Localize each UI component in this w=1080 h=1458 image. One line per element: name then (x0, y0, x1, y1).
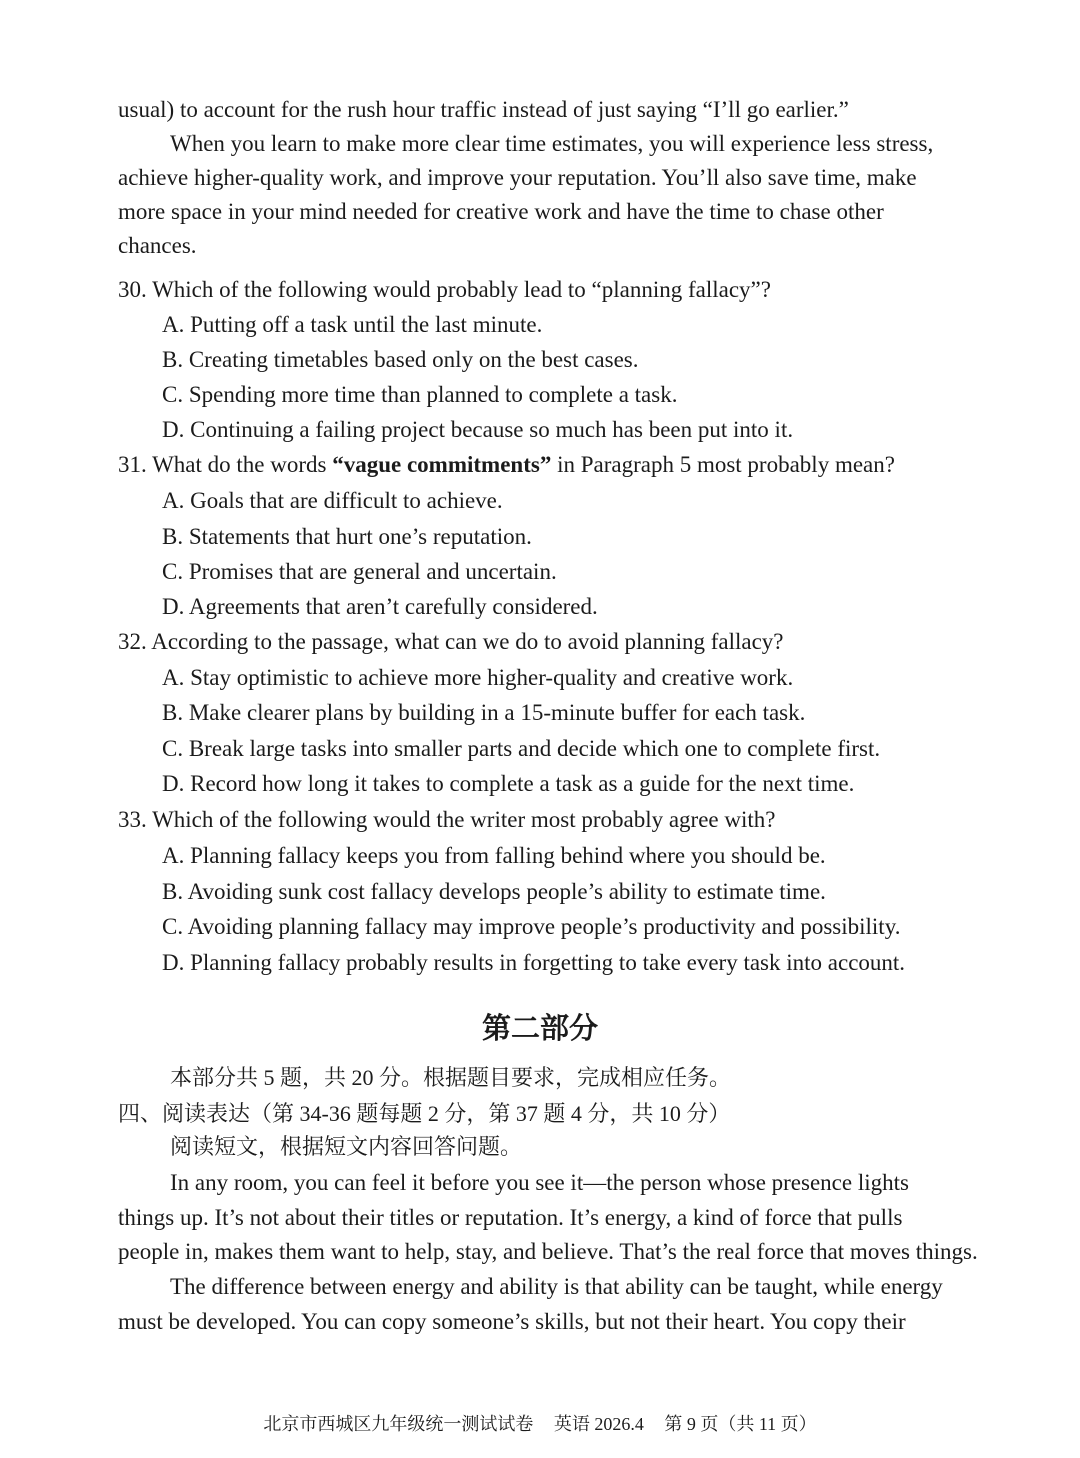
question-31-option-c: C. Promises that are general and uncertain. (162, 559, 557, 584)
question-33-option-d: D. Planning fallacy probably results in forgetting to take every task into account. (162, 950, 906, 975)
passage-line: people in, makes them want to help, stay, and believe. That’s the real force that moves things. (118, 1239, 978, 1264)
question-31-option-a: A. Goals that are difficult to achieve. (162, 488, 503, 513)
footer-page-number: 第 9 页（共 11 页） (664, 1414, 817, 1434)
question-33-option-a: A. Planning fallacy keeps you from falling behind where you should be. (162, 843, 826, 868)
section-instruction: 阅读短文，根据短文内容回答问题。 (170, 1134, 523, 1159)
passage-line: In any room, you can feel it before you see it—the person whose presence lights (170, 1170, 909, 1195)
question-30-option-b: B. Creating timetables based only on the best cases. (162, 347, 639, 372)
passage-line: chances. (118, 233, 197, 258)
question-31-stem (118, 451, 895, 479)
stem-text: 31. What do the words (118, 452, 333, 477)
question-32-option-c: C. Break large tasks into smaller parts and decide which one to complete first. (162, 736, 881, 761)
question-31-option-d: D. Agreements that aren’t carefully considered. (162, 594, 598, 619)
question-32-option-b: B. Make clearer plans by building in a 15-minute buffer for each task. (162, 700, 806, 725)
question-30-option-a: A. Putting off a task until the last minute. (162, 312, 543, 337)
section-intro: 本部分共 5 题，共 20 分。根据题目要求，完成相应任务。 (170, 1065, 732, 1090)
question-31-option-b: B. Statements that hurt one’s reputation. (162, 524, 532, 549)
footer-subject: 英语 2026.4 (553, 1414, 644, 1434)
section-title: 第二部分 (481, 1011, 598, 1045)
question-30-option-d: D. Continuing a failing project because so much has been put into it. (162, 417, 794, 442)
question-32-stem: 32. According to the passage, what can we do to avoid planning fallacy? (118, 629, 784, 654)
question-30-stem: 30. Which of the following would probably lead to “planning fallacy”? (118, 277, 771, 302)
question-32-option-d: D. Record how long it takes to complete a task as a guide for the next time. (162, 771, 855, 796)
passage-line: things up. It’s not about their titles or reputation. It’s energy, a kind of force that pulls (118, 1205, 903, 1230)
passage-line: The difference between energy and ability is that ability can be taught, while energy (170, 1274, 943, 1299)
stem-text: in Paragraph 5 most probably mean? (551, 452, 895, 477)
question-33-option-b: B. Avoiding sunk cost fallacy develops people’s ability to estimate time. (162, 879, 826, 904)
passage-line: more space in your mind needed for creative work and have the time to chase other (118, 199, 884, 224)
question-33-option-c: C. Avoiding planning fallacy may improve people’s productivity and possibility. (162, 914, 901, 939)
section-heading: 四、阅读表达（第 34-36 题每题 2 分，第 37 题 4 分，共 10 分） (118, 1101, 731, 1126)
question-32-option-a: A. Stay optimistic to achieve more higher-quality and creative work. (162, 665, 794, 690)
stem-bold-phrase: “vague commitments” (332, 452, 552, 477)
footer-exam-name: 北京市西城区九年级统一测试试卷 (263, 1414, 534, 1434)
passage-line: When you learn to make more clear time estimates, you will experience less stress, (170, 131, 934, 156)
page-footer (0, 1412, 1080, 1436)
passage-line: must be developed. You can copy someone’s skills, but not their heart. You copy their (118, 1309, 906, 1334)
passage-line: usual) to account for the rush hour traffic instead of just saying “I’ll go earlier.” (118, 97, 849, 122)
question-30-option-c: C. Spending more time than planned to complete a task. (162, 382, 678, 407)
question-33-stem: 33. Which of the following would the writer most probably agree with? (118, 807, 776, 832)
passage-line: achieve higher-quality work, and improve your reputation. You’ll also save time, make (118, 165, 917, 190)
